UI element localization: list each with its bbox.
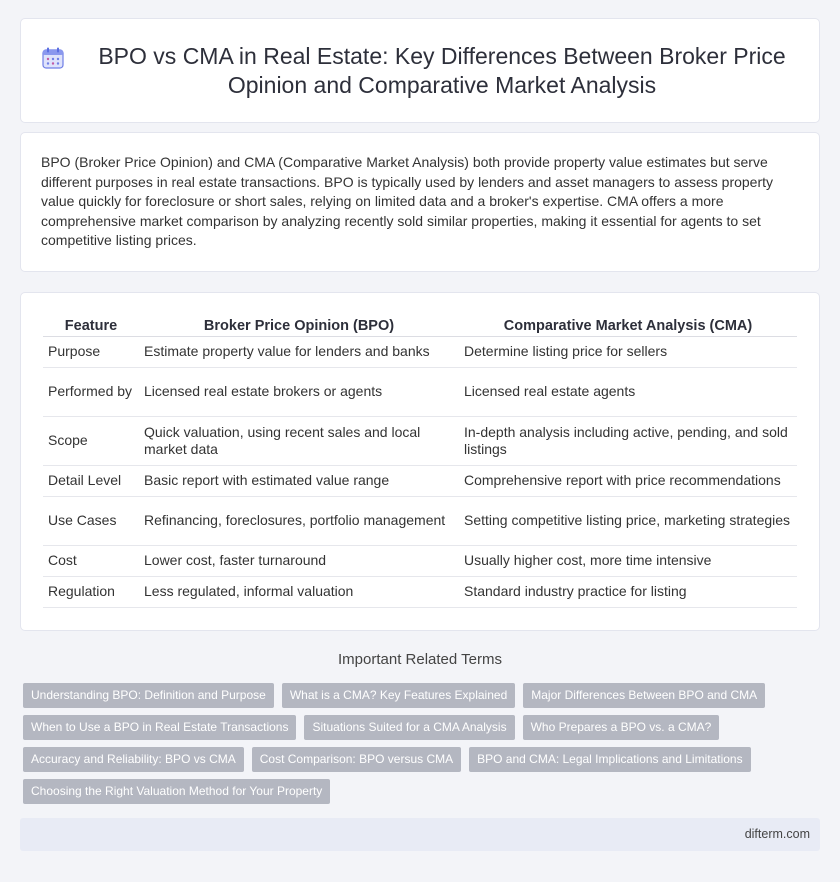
related-tag[interactable]: Choosing the Right Valuation Method for Your Property [23,779,330,804]
column-header-bpo: Broker Price Opinion (BPO) [139,311,459,337]
table-row [43,368,797,417]
table-cell-feature: Regulation [43,577,139,608]
table-cell-feature: Cost [43,546,139,577]
related-tag[interactable]: What is a CMA? Key Features Explained [282,683,515,708]
related-tag[interactable]: BPO and CMA: Legal Implications and Limitations [469,747,750,772]
table-cell-feature: Performed by [43,368,139,417]
table-row [43,466,797,497]
table-cell-cma: Licensed real estate agents [459,368,797,417]
table-cell-bpo: Licensed real estate brokers or agents [139,368,459,417]
related-tag[interactable]: Accuracy and Reliability: BPO vs CMA [23,747,244,772]
footer-site-link[interactable]: difterm.com [744,827,810,841]
table-cell-cma: Setting competitive listing price, marketing strategies [459,497,797,546]
related-tag[interactable]: Understanding BPO: Definition and Purpose [23,683,274,708]
table-row [43,577,797,608]
related-tag[interactable]: Major Differences Between BPO and CMA [523,683,765,708]
intro-paragraph: BPO (Broker Price Opinion) and CMA (Comparative Market Analysis) both provide property value estimates but serve different purposes in real estate transactions. BPO is typically used by lenders and asset managers to assess property value quickly for foreclosure or short sales, relying on limited data and a broker's expertise. CMA offers a more comprehensive market comparison by analyzing recently sold similar properties, making it essential for agents to set competitive listing prices. [41,154,774,248]
table-cell-bpo: Estimate property value for lenders and banks [139,337,459,368]
table-cell-cma: Usually higher cost, more time intensive [459,546,797,577]
table-row [43,337,797,368]
intro-card [20,132,820,272]
table-cell-bpo: Refinancing, foreclosures, portfolio management [139,497,459,546]
column-header-feature: Feature [43,311,139,337]
footer [20,818,820,851]
column-header-cma: Comparative Market Analysis (CMA) [459,311,797,337]
table-cell-cma: Determine listing price for sellers [459,337,797,368]
table-cell-cma: In-depth analysis including active, pending, and sold listings [459,417,797,466]
table-cell-feature: Use Cases [43,497,139,546]
table-row [43,417,797,466]
table-cell-feature: Detail Level [43,466,139,497]
related-tag[interactable]: When to Use a BPO in Real Estate Transactions [23,715,296,740]
table-header-row [43,311,797,337]
table-cell-cma: Comprehensive report with price recommendations [459,466,797,497]
page-title: BPO vs CMA in Real Estate: Key Differences Between Broker Price Opinion and Comparative Market Analysis [98,42,786,98]
related-terms-tags [23,683,823,811]
table-cell-bpo: Lower cost, faster turnaround [139,546,459,577]
header-card [20,18,820,123]
related-tag[interactable]: Situations Suited for a CMA Analysis [304,715,514,740]
comparison-table-card [20,292,820,631]
table-cell-bpo: Quick valuation, using recent sales and local market data [139,417,459,466]
related-terms-title: Important Related Terms [338,651,502,668]
comparison-table [43,311,797,608]
table-cell-bpo: Less regulated, informal valuation [139,577,459,608]
table-cell-bpo: Basic report with estimated value range [139,466,459,497]
calendar-icon [41,46,65,70]
table-cell-feature: Scope [43,417,139,466]
table-row [43,497,797,546]
related-tag[interactable]: Cost Comparison: BPO versus CMA [252,747,461,772]
table-cell-feature: Purpose [43,337,139,368]
table-row [43,546,797,577]
related-tag[interactable]: Who Prepares a BPO vs. a CMA? [523,715,720,740]
table-cell-cma: Standard industry practice for listing [459,577,797,608]
